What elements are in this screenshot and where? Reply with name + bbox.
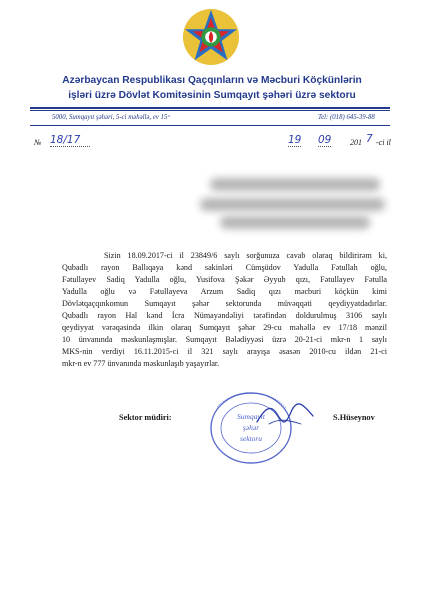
date-day: 19 bbox=[288, 134, 302, 146]
stamp-text-bottom: sektoru bbox=[239, 434, 263, 443]
redacted-recipient-line1 bbox=[210, 178, 380, 191]
redacted-recipient-line3 bbox=[220, 216, 370, 229]
header-divider-thin bbox=[30, 110, 390, 111]
office-phone: Tel: (018) 645-39-88 bbox=[318, 114, 375, 121]
body-line: Dövlətqaçqınkomun Sumqayıt şəhər sektorunda müvəqqəti qeydiyyatdadırlar. bbox=[62, 299, 387, 308]
body-line: Fətullayev Sadiq Yadulla oğlu, Yusifova Şəkər Əyyub qızı, Fətullayev Fətulla bbox=[62, 275, 387, 284]
body-line: Qubadlı rayon Hal kənd İcra Nümayəndəliyi tərəfindən doldurulmuş 3106 saylı bbox=[62, 311, 387, 320]
body-line: mkr-n ev 777 ünvanında məskunlaşıb yaşayırlar. bbox=[62, 359, 220, 368]
document-number: 18/17 bbox=[50, 134, 90, 147]
signer-title: Sektor müdiri: bbox=[119, 413, 172, 422]
organization-name-line1: Azərbaycan Respublikası Qaçqınların və Məcburi Köçkünlərin bbox=[62, 75, 362, 86]
stamp-text-mid: şəhər bbox=[242, 423, 260, 432]
address-divider bbox=[30, 125, 390, 126]
body-line: Yadulla oğlu və Fətullayeva Arzum Sadiq qızı məcburi köçkün kimi bbox=[62, 287, 387, 296]
header-divider bbox=[30, 107, 390, 109]
redacted-recipient-line2 bbox=[200, 198, 385, 211]
stamp-text-top: Sumqayıt bbox=[237, 412, 265, 421]
date-year-suffix: -ci il bbox=[376, 138, 391, 147]
letter-body bbox=[62, 250, 387, 370]
body-line: qeydiyyat vərəqəsində ilkin olaraq Sumqayıt şəhər 29-cu məhəllə ev 17/18 mənzil bbox=[62, 323, 387, 332]
date-month: 09 bbox=[318, 134, 332, 146]
office-address: 5000, Sumqayıt şəhəri, 5-ci məhəllə, ev 15ᵃ bbox=[52, 114, 171, 121]
body-line: Sizin 18.09.2017-ci il 23849/6 saylı sorğunuza cavab olaraq bildirirəm ki, bbox=[104, 251, 387, 260]
number-prefix: № bbox=[34, 138, 42, 147]
organization-name-line2: işləri üzrə Dövlət Komitəsinin Sumqayıt şəhəri üzrə sektoru bbox=[68, 90, 356, 101]
signature-icon bbox=[255, 400, 315, 430]
body-line: Qubadlı rayon Ballıqaya kənd sakinləri Cümşüdov Yadulla Fətullah oğlu, bbox=[62, 263, 387, 272]
signer-name: S.Hüseynov bbox=[333, 413, 375, 422]
body-line: MKS-nin verdiyi 16.11.2015-ci il 321 saylı arayışa əsasən 2010-cu ildən 21-ci bbox=[62, 347, 387, 356]
body-line: 10 ünvanında məskunlaşmışlar. Sumqayıt Bələdiyyəsi üzrə 20-21-ci mkr-n 1 saylı bbox=[62, 335, 387, 344]
date-year-digit: 7 bbox=[366, 133, 373, 145]
date-year-prefix: 201 bbox=[350, 138, 362, 147]
azerbaijan-emblem-icon bbox=[182, 8, 240, 66]
